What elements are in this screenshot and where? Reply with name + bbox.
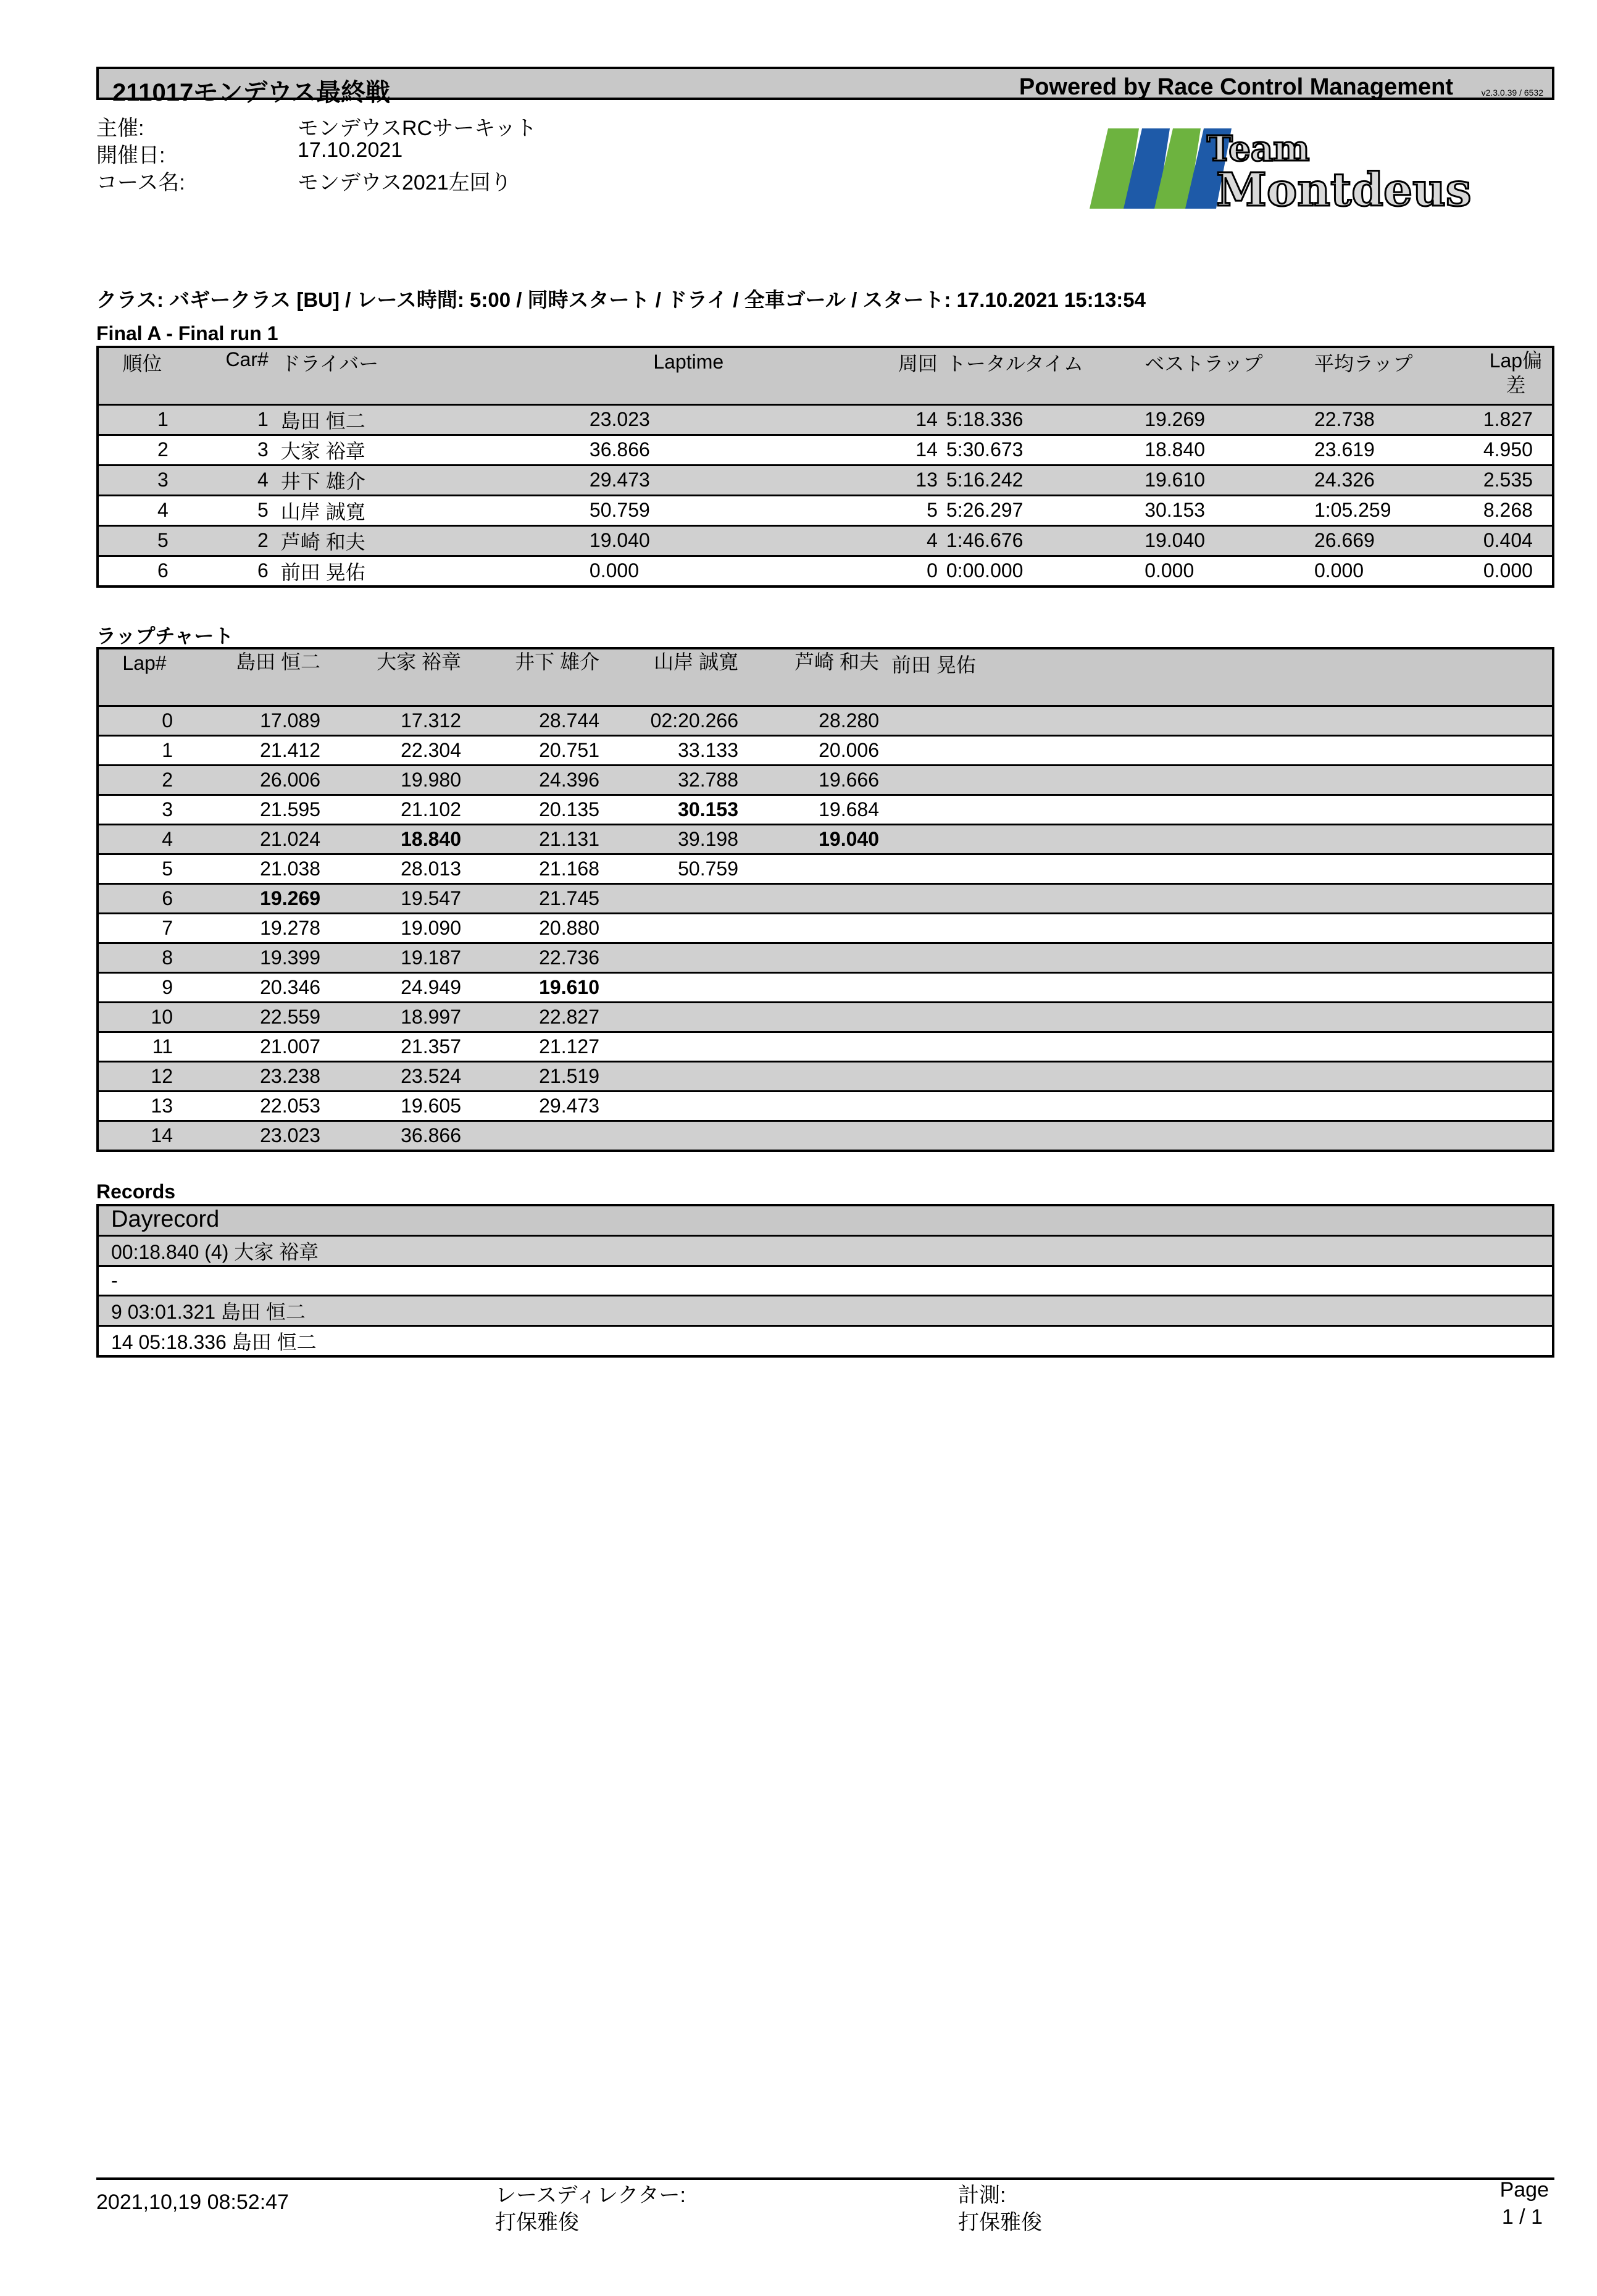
course-label: コース名: [96, 171, 185, 194]
lap-row [98, 706, 1553, 735]
result-avg-lap: 26.669 [1311, 525, 1480, 556]
lap-time-driver-6 [888, 854, 1036, 883]
lap-time-driver-6 [888, 1121, 1036, 1151]
result-avg-lap: 1:05.259 [1311, 495, 1480, 525]
col-driver-2: 大家 裕章 [329, 648, 470, 706]
result-lap-deviation: 0.404 [1480, 525, 1553, 556]
lap-number: 5 [98, 854, 190, 883]
lap-row [98, 1091, 1553, 1121]
col-best-lap: ベストラップ [1141, 347, 1311, 404]
lap-time-driver-1: 20.346 [190, 972, 329, 1002]
document-title: 211017モンデウス最終戦 [112, 79, 391, 106]
result-position: 3 [98, 465, 186, 495]
lap-row-filler [1036, 1121, 1553, 1151]
lap-time-driver-1: 21.038 [190, 854, 329, 883]
lap-time-driver-1: 19.278 [190, 913, 329, 943]
lap-time-driver-4 [608, 1061, 747, 1091]
lap-time-driver-2: 36.866 [329, 1121, 470, 1151]
result-total-time: 5:16.242 [943, 465, 1141, 495]
col-avg-lap: 平均ラップ [1311, 347, 1480, 404]
col-driver: ドライバー [273, 347, 590, 404]
lap-time-driver-1: 26.006 [190, 765, 329, 795]
lap-time-driver-6 [888, 883, 1036, 913]
lap-time-driver-3: 20.751 [470, 735, 608, 765]
lap-row [98, 913, 1553, 943]
lap-time-driver-5 [747, 943, 888, 972]
lap-time-driver-6 [888, 1002, 1036, 1032]
result-car-number: 3 [186, 435, 273, 465]
lap-row-filler [1036, 706, 1553, 735]
result-row [98, 495, 1553, 525]
lap-row [98, 824, 1553, 854]
result-best-lap: 19.610 [1141, 465, 1311, 495]
result-laptime: 19.040 [590, 525, 788, 556]
lap-time-driver-6 [888, 706, 1036, 735]
result-row [98, 465, 1553, 495]
lap-time-driver-6 [888, 943, 1036, 972]
lap-time-driver-3 [470, 1121, 608, 1151]
lap-row [98, 972, 1553, 1002]
result-driver-name: 前田 晃佑 [280, 561, 365, 583]
result-position: 4 [98, 495, 186, 525]
lap-time-driver-6 [888, 1032, 1036, 1061]
lap-number: 12 [98, 1061, 190, 1091]
lap-time-driver-4 [608, 972, 747, 1002]
dayrecord-header: Dayrecord [98, 1205, 1553, 1236]
lap-time-driver-3: 20.880 [470, 913, 608, 943]
col-driver-5: 芦崎 和夫 [747, 648, 888, 706]
lap-time-driver-2: 23.524 [329, 1061, 470, 1091]
result-driver-name: 芦崎 和夫 [273, 525, 590, 556]
lap-time-driver-3: 21.168 [470, 854, 608, 883]
lap-row-filler [1036, 735, 1553, 765]
records-table [96, 1204, 1554, 1358]
lap-row [98, 854, 1553, 883]
col-lap-deviation: Lap偏差 [1480, 347, 1553, 404]
organizer-label: 主催: [96, 117, 144, 140]
timing-name: 打保雅俊 [958, 2211, 1042, 2234]
date-label: 開催日: [96, 144, 165, 167]
lap-time-driver-5: 19.666 [747, 765, 888, 795]
lap-time-driver-2: 21.102 [329, 795, 470, 824]
col-driver-4: 山岸 誠寛 [608, 648, 747, 706]
results-table [96, 346, 1554, 588]
records-header-row [98, 1205, 1553, 1236]
lap-row [98, 1032, 1553, 1061]
date-value: 17.10.2021 [298, 138, 403, 162]
lap-time-driver-2: 18.997 [329, 1002, 470, 1032]
col-car: Car# [186, 347, 273, 404]
col-driver-3: 井下 雄介 [470, 648, 608, 706]
lap-time-driver-4 [608, 943, 747, 972]
records-section-title: Records [96, 1180, 176, 1203]
result-avg-lap: 23.619 [1311, 435, 1480, 465]
result-lap-deviation: 8.268 [1480, 495, 1553, 525]
lap-time-driver-1: 19.399 [190, 943, 329, 972]
lap-time-driver-4 [608, 883, 747, 913]
result-avg-lap: 24.326 [1311, 465, 1480, 495]
lap-row-filler [1036, 913, 1553, 943]
lap-time-driver-3: 29.473 [470, 1091, 608, 1121]
lap-time-driver-6 [888, 765, 1036, 795]
result-car-number: 2 [186, 525, 273, 556]
lapchart-header-row [98, 648, 1553, 706]
lap-time-driver-3: 28.744 [470, 706, 608, 735]
result-driver-name: 大家 裕章 [273, 435, 590, 465]
col-laptime: Laptime [590, 347, 788, 404]
lap-row [98, 765, 1553, 795]
lap-row-filler [1036, 943, 1553, 972]
record-row [98, 1326, 1553, 1357]
lap-time-driver-4: 50.759 [608, 854, 747, 883]
lap-row [98, 1002, 1553, 1032]
lap-row-filler [1036, 1091, 1553, 1121]
result-lap-deviation: 0.000 [1483, 559, 1533, 582]
result-laptime: 29.473 [590, 465, 788, 495]
lapchart-header-filler [1036, 648, 1553, 706]
lap-time-driver-5 [747, 1121, 888, 1151]
lap-time-driver-4: 02:20.266 [608, 706, 747, 735]
result-lap-deviation: 4.950 [1480, 435, 1553, 465]
record-entry: 9 03:01.321 島田 恒二 [98, 1296, 1553, 1326]
result-total-time: 5:30.673 [943, 435, 1141, 465]
director-name: 打保雅俊 [495, 2211, 579, 2234]
lap-row-filler [1036, 1061, 1553, 1091]
lapchart-section-title: ラップチャート [96, 625, 234, 647]
result-row [98, 525, 1553, 556]
logo-word-team: Team [1207, 128, 1310, 169]
col-lap-number: Lap# [98, 648, 190, 706]
lap-time-driver-3: 20.135 [470, 795, 608, 824]
lap-time-driver-3: 21.131 [470, 824, 608, 854]
lap-time-driver-5 [747, 1061, 888, 1091]
lap-number: 6 [98, 883, 190, 913]
lap-number: 11 [98, 1032, 190, 1061]
lap-time-driver-4: 33.133 [608, 735, 747, 765]
race-info-line: クラス: バギークラス [BU] / レース時間: 5:00 / 同時スタート / ドライ / 全車ゴール / スタート: 17.10.2021 15:13:54 [96, 288, 1146, 311]
record-row [98, 1296, 1553, 1326]
result-laps: 4 [788, 525, 943, 556]
result-car-number: 6 [257, 559, 269, 582]
result-laptime: 0.000 [589, 559, 639, 582]
record-entry: 14 05:18.336 島田 恒二 [111, 1331, 317, 1353]
lap-time-driver-6 [888, 735, 1036, 765]
version-label: v2.3.0.39 / 6532 [1481, 88, 1543, 98]
results-section-title: Final A - Final run 1 [96, 322, 278, 344]
lap-time-driver-6 [888, 913, 1036, 943]
col-driver-6: 前田 晃佑 [888, 648, 1036, 706]
lap-time-driver-1: 21.595 [190, 795, 329, 824]
lap-time-driver-2: 28.013 [329, 854, 470, 883]
lap-row [98, 1121, 1553, 1151]
lap-number: 7 [98, 913, 190, 943]
lap-time-driver-5 [747, 883, 888, 913]
result-driver-name: 山岸 誠寛 [273, 495, 590, 525]
lap-time-driver-2: 21.357 [329, 1032, 470, 1061]
result-laps: 13 [788, 465, 943, 495]
lap-time-driver-3: 21.127 [470, 1032, 608, 1061]
lap-time-driver-5 [747, 913, 888, 943]
lap-time-driver-6 [888, 795, 1036, 824]
lap-time-driver-1: 21.007 [190, 1032, 329, 1061]
lap-row [98, 943, 1553, 972]
lap-row-filler [1036, 795, 1553, 824]
lap-row-filler [1036, 824, 1553, 854]
lap-time-driver-1: 23.023 [190, 1121, 329, 1151]
lap-time-driver-6 [888, 1061, 1036, 1091]
timing-label: 計測: [958, 2184, 1006, 2207]
result-total-time: 5:26.297 [943, 495, 1141, 525]
lap-row [98, 735, 1553, 765]
result-car-number: 5 [186, 495, 273, 525]
lap-number: 2 [98, 765, 190, 795]
lap-time-driver-1: 23.238 [190, 1061, 329, 1091]
lap-time-driver-5 [747, 854, 888, 883]
record-row [98, 1266, 1553, 1296]
page-label: Page [1499, 2178, 1549, 2202]
lap-time-driver-3: 24.396 [470, 765, 608, 795]
lap-time-driver-2: 17.312 [329, 706, 470, 735]
lap-row [98, 1061, 1553, 1091]
lap-time-driver-3: 19.610 [470, 972, 608, 1002]
lap-time-driver-3: 21.745 [470, 883, 608, 913]
result-lap-deviation: 1.827 [1480, 404, 1553, 435]
result-lap-deviation: 2.535 [1480, 465, 1553, 495]
lap-time-driver-2: 19.980 [329, 765, 470, 795]
result-total-time: 5:18.336 [943, 404, 1141, 435]
lap-time-driver-6 [888, 972, 1036, 1002]
result-avg-lap: 22.738 [1311, 404, 1480, 435]
result-laptime: 50.759 [590, 495, 788, 525]
lap-row [98, 795, 1553, 824]
lap-time-driver-5 [747, 1091, 888, 1121]
footer-timestamp: 2021,10,19 08:52:47 [96, 2190, 289, 2214]
lap-number: 1 [98, 735, 190, 765]
result-position: 5 [98, 525, 186, 556]
record-entry: - [98, 1266, 1553, 1296]
result-driver-name: 井下 雄介 [273, 465, 590, 495]
result-position: 6 [157, 559, 169, 582]
record-entry: 00:18.840 (4) 大家 裕章 [98, 1236, 1553, 1266]
result-driver-name: 島田 恒二 [273, 404, 590, 435]
lap-time-driver-1: 22.559 [190, 1002, 329, 1032]
lap-time-driver-2: 19.547 [329, 883, 470, 913]
footer-divider [96, 2177, 1554, 2180]
lap-number: 10 [98, 1002, 190, 1032]
lap-time-driver-5 [747, 972, 888, 1002]
lap-time-driver-3: 22.736 [470, 943, 608, 972]
result-avg-lap: 0.000 [1314, 559, 1364, 582]
lap-number: 4 [98, 824, 190, 854]
lap-row [98, 883, 1553, 913]
result-best-lap: 19.040 [1141, 525, 1311, 556]
lap-time-driver-1: 21.024 [190, 824, 329, 854]
lapchart-table [96, 647, 1554, 1152]
lap-time-driver-4 [608, 1002, 747, 1032]
team-logo [1083, 122, 1528, 215]
lap-time-driver-5: 28.280 [747, 706, 888, 735]
director-label: レースディレクター: [495, 2184, 686, 2207]
lap-row-filler [1036, 972, 1553, 1002]
result-car-number: 4 [186, 465, 273, 495]
lap-number: 14 [98, 1121, 190, 1151]
lap-row-filler [1036, 1002, 1553, 1032]
logo-mark-icon [1083, 122, 1528, 215]
organizer-value: モンデウスRCサーキット [298, 117, 537, 140]
lap-time-driver-1: 19.269 [190, 883, 329, 913]
lap-time-driver-5 [747, 1032, 888, 1061]
col-laps: 周回 [788, 347, 943, 404]
page-number: 1 / 1 [1501, 2205, 1543, 2229]
result-laps: 5 [788, 495, 943, 525]
lap-time-driver-5 [747, 1002, 888, 1032]
lap-time-driver-3: 22.827 [470, 1002, 608, 1032]
col-total-time: トータルタイム [943, 347, 1141, 404]
lap-number: 8 [98, 943, 190, 972]
result-laptime: 36.866 [590, 435, 788, 465]
result-best-lap: 0.000 [1145, 559, 1195, 582]
lap-number: 3 [98, 795, 190, 824]
lap-row-filler [1036, 854, 1553, 883]
result-laptime: 23.023 [590, 404, 788, 435]
lap-time-driver-6 [888, 1091, 1036, 1121]
lap-row-filler [1036, 883, 1553, 913]
lap-time-driver-2: 19.187 [329, 943, 470, 972]
lap-time-driver-2: 19.090 [329, 913, 470, 943]
lap-time-driver-2: 22.304 [329, 735, 470, 765]
lap-row-filler [1036, 765, 1553, 795]
lap-time-driver-4: 39.198 [608, 824, 747, 854]
result-total-time: 1:46.676 [943, 525, 1141, 556]
lap-number: 0 [98, 706, 190, 735]
lap-time-driver-5: 19.040 [747, 824, 888, 854]
result-row [98, 404, 1553, 435]
lap-time-driver-4 [608, 1091, 747, 1121]
result-best-lap: 19.269 [1141, 404, 1311, 435]
results-header-row [98, 347, 1553, 404]
lap-time-driver-1: 17.089 [190, 706, 329, 735]
lap-time-driver-5: 20.006 [747, 735, 888, 765]
result-laps: 14 [788, 435, 943, 465]
lap-row-filler [1036, 1032, 1553, 1061]
lap-time-driver-6 [888, 824, 1036, 854]
col-driver-1: 島田 恒二 [190, 648, 329, 706]
result-laps: 14 [788, 404, 943, 435]
lap-time-driver-2: 19.605 [329, 1091, 470, 1121]
result-best-lap: 30.153 [1141, 495, 1311, 525]
lap-number: 13 [98, 1091, 190, 1121]
lap-time-driver-4: 30.153 [608, 795, 747, 824]
record-row [98, 1236, 1553, 1266]
result-row [98, 556, 1553, 587]
result-total-time: 0:00.000 [946, 559, 1024, 582]
lap-time-driver-4 [608, 1121, 747, 1151]
lap-time-driver-2: 24.949 [329, 972, 470, 1002]
result-car-number: 1 [186, 404, 273, 435]
lap-number: 9 [98, 972, 190, 1002]
result-row [98, 435, 1553, 465]
result-best-lap: 18.840 [1141, 435, 1311, 465]
lap-time-driver-2: 18.840 [329, 824, 470, 854]
lap-time-driver-1: 21.412 [190, 735, 329, 765]
powered-by: Powered by Race Control Management [1019, 74, 1453, 100]
logo-word-montdeus: Montdeus [1216, 164, 1472, 215]
lap-time-driver-4 [608, 1032, 747, 1061]
lap-time-driver-1: 22.053 [190, 1091, 329, 1121]
course-value: モンデウス2021左回り [298, 171, 512, 194]
lap-time-driver-4: 32.788 [608, 765, 747, 795]
lap-time-driver-4 [608, 913, 747, 943]
result-position: 2 [98, 435, 186, 465]
lap-time-driver-3: 21.519 [470, 1061, 608, 1091]
col-position: 順位 [98, 347, 186, 404]
lap-time-driver-5: 19.684 [747, 795, 888, 824]
result-position: 1 [98, 404, 186, 435]
title-bar [96, 67, 1554, 106]
result-laps: 0 [927, 559, 938, 582]
